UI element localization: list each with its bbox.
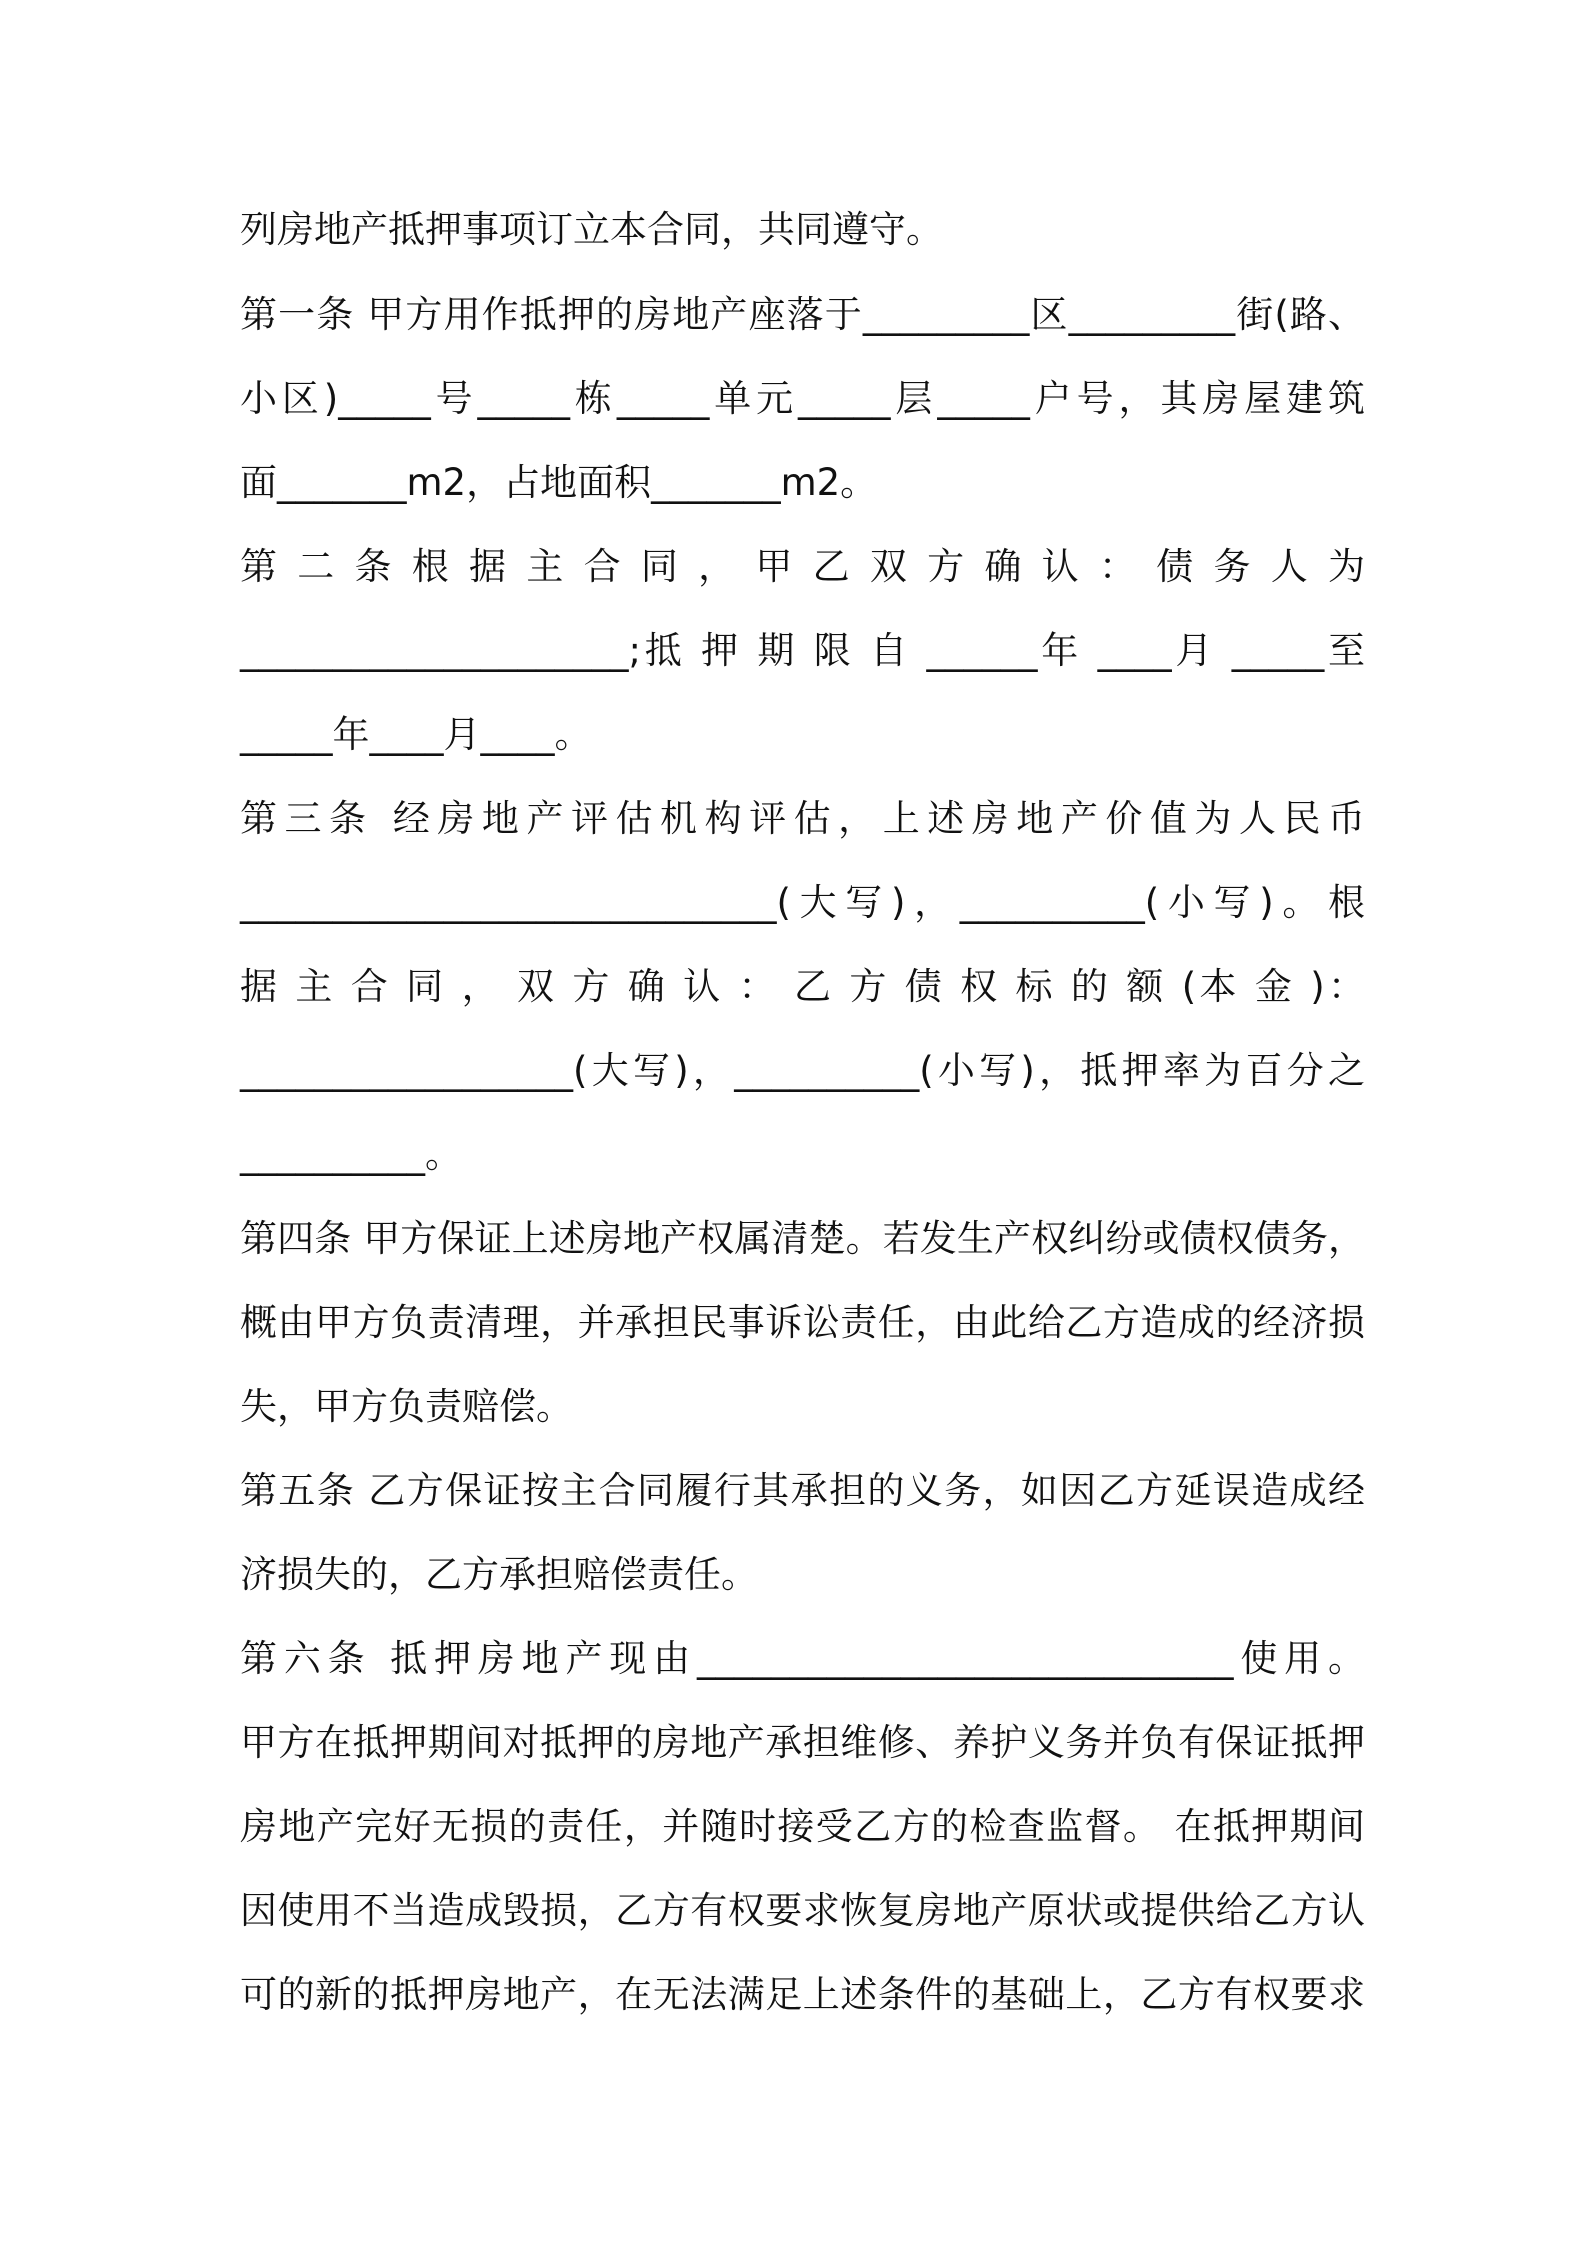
text-line-21: 因使用不当造成毁损，乙方有权要求恢复房地产原状或提供给乙方认	[240, 1889, 1365, 1932]
text-line-22: 可的新的抵押房地产，在无法满足上述条件的基础上，乙方有权要求	[240, 1973, 1365, 2016]
text-line-12: __________。	[240, 1133, 462, 1176]
text-line-3: 小区)_____号_____栋_____单元_____层_____户号，其房屋建筑	[240, 377, 1365, 420]
text-line-5: 第 二 条 根 据 主 合 同 ， 甲 乙 双 方 确 认 ： 债 务 人 为	[240, 545, 1365, 588]
text-line-17: 济损失的，乙方承担赔偿责任。	[240, 1553, 758, 1596]
text-line-7: _____年____月____。	[240, 713, 592, 756]
text-line-2: 第一条 甲方用作抵押的房地产座落于_________区_________街(路、	[240, 293, 1365, 336]
text-line-10: 据 主 合 同 ， 双 方 确 认 ： 乙 方 债 权 标 的 额 (本 金 )：	[240, 965, 1365, 1008]
text-line-11: __________________(大写)，__________(小写)，抵押率为百分之	[240, 1049, 1365, 1092]
text-line-15: 失，甲方负责赔偿。	[240, 1385, 573, 1428]
text-line-18: 第六条 抵押房地产现由_____________________________使用。	[240, 1637, 1365, 1680]
text-line-13: 第四条 甲方保证上述房地产权属清楚。若发生产权纠纷或债权债务，	[240, 1217, 1365, 1260]
text-line-16: 第五条 乙方保证按主合同履行其承担的义务，如因乙方延误造成经	[240, 1469, 1365, 1512]
text-line-20: 房地产完好无损的责任，并随时接受乙方的检查监督。 在抵押期间	[240, 1805, 1365, 1848]
text-line-8: 第三条 经房地产评估机构评估，上述房地产价值为人民币	[240, 797, 1365, 840]
text-line-1: 列房地产抵押事项订立本合同，共同遵守。	[240, 208, 943, 251]
text-line-6: _____________________;抵 押 期 限 自 ______年 ____月 _____至	[240, 629, 1365, 672]
text-line-14: 概由甲方负责清理，并承担民事诉讼责任，由此给乙方造成的经济损	[240, 1301, 1365, 1344]
text-line-4: 面_______m2，占地面积_______m2。	[240, 461, 878, 504]
text-line-19: 甲方在抵押期间对抵押的房地产承担维修、养护义务并负有保证抵押	[240, 1721, 1365, 1764]
text-line-9: _____________________________(大写)，__________(小写)。根	[240, 881, 1365, 924]
